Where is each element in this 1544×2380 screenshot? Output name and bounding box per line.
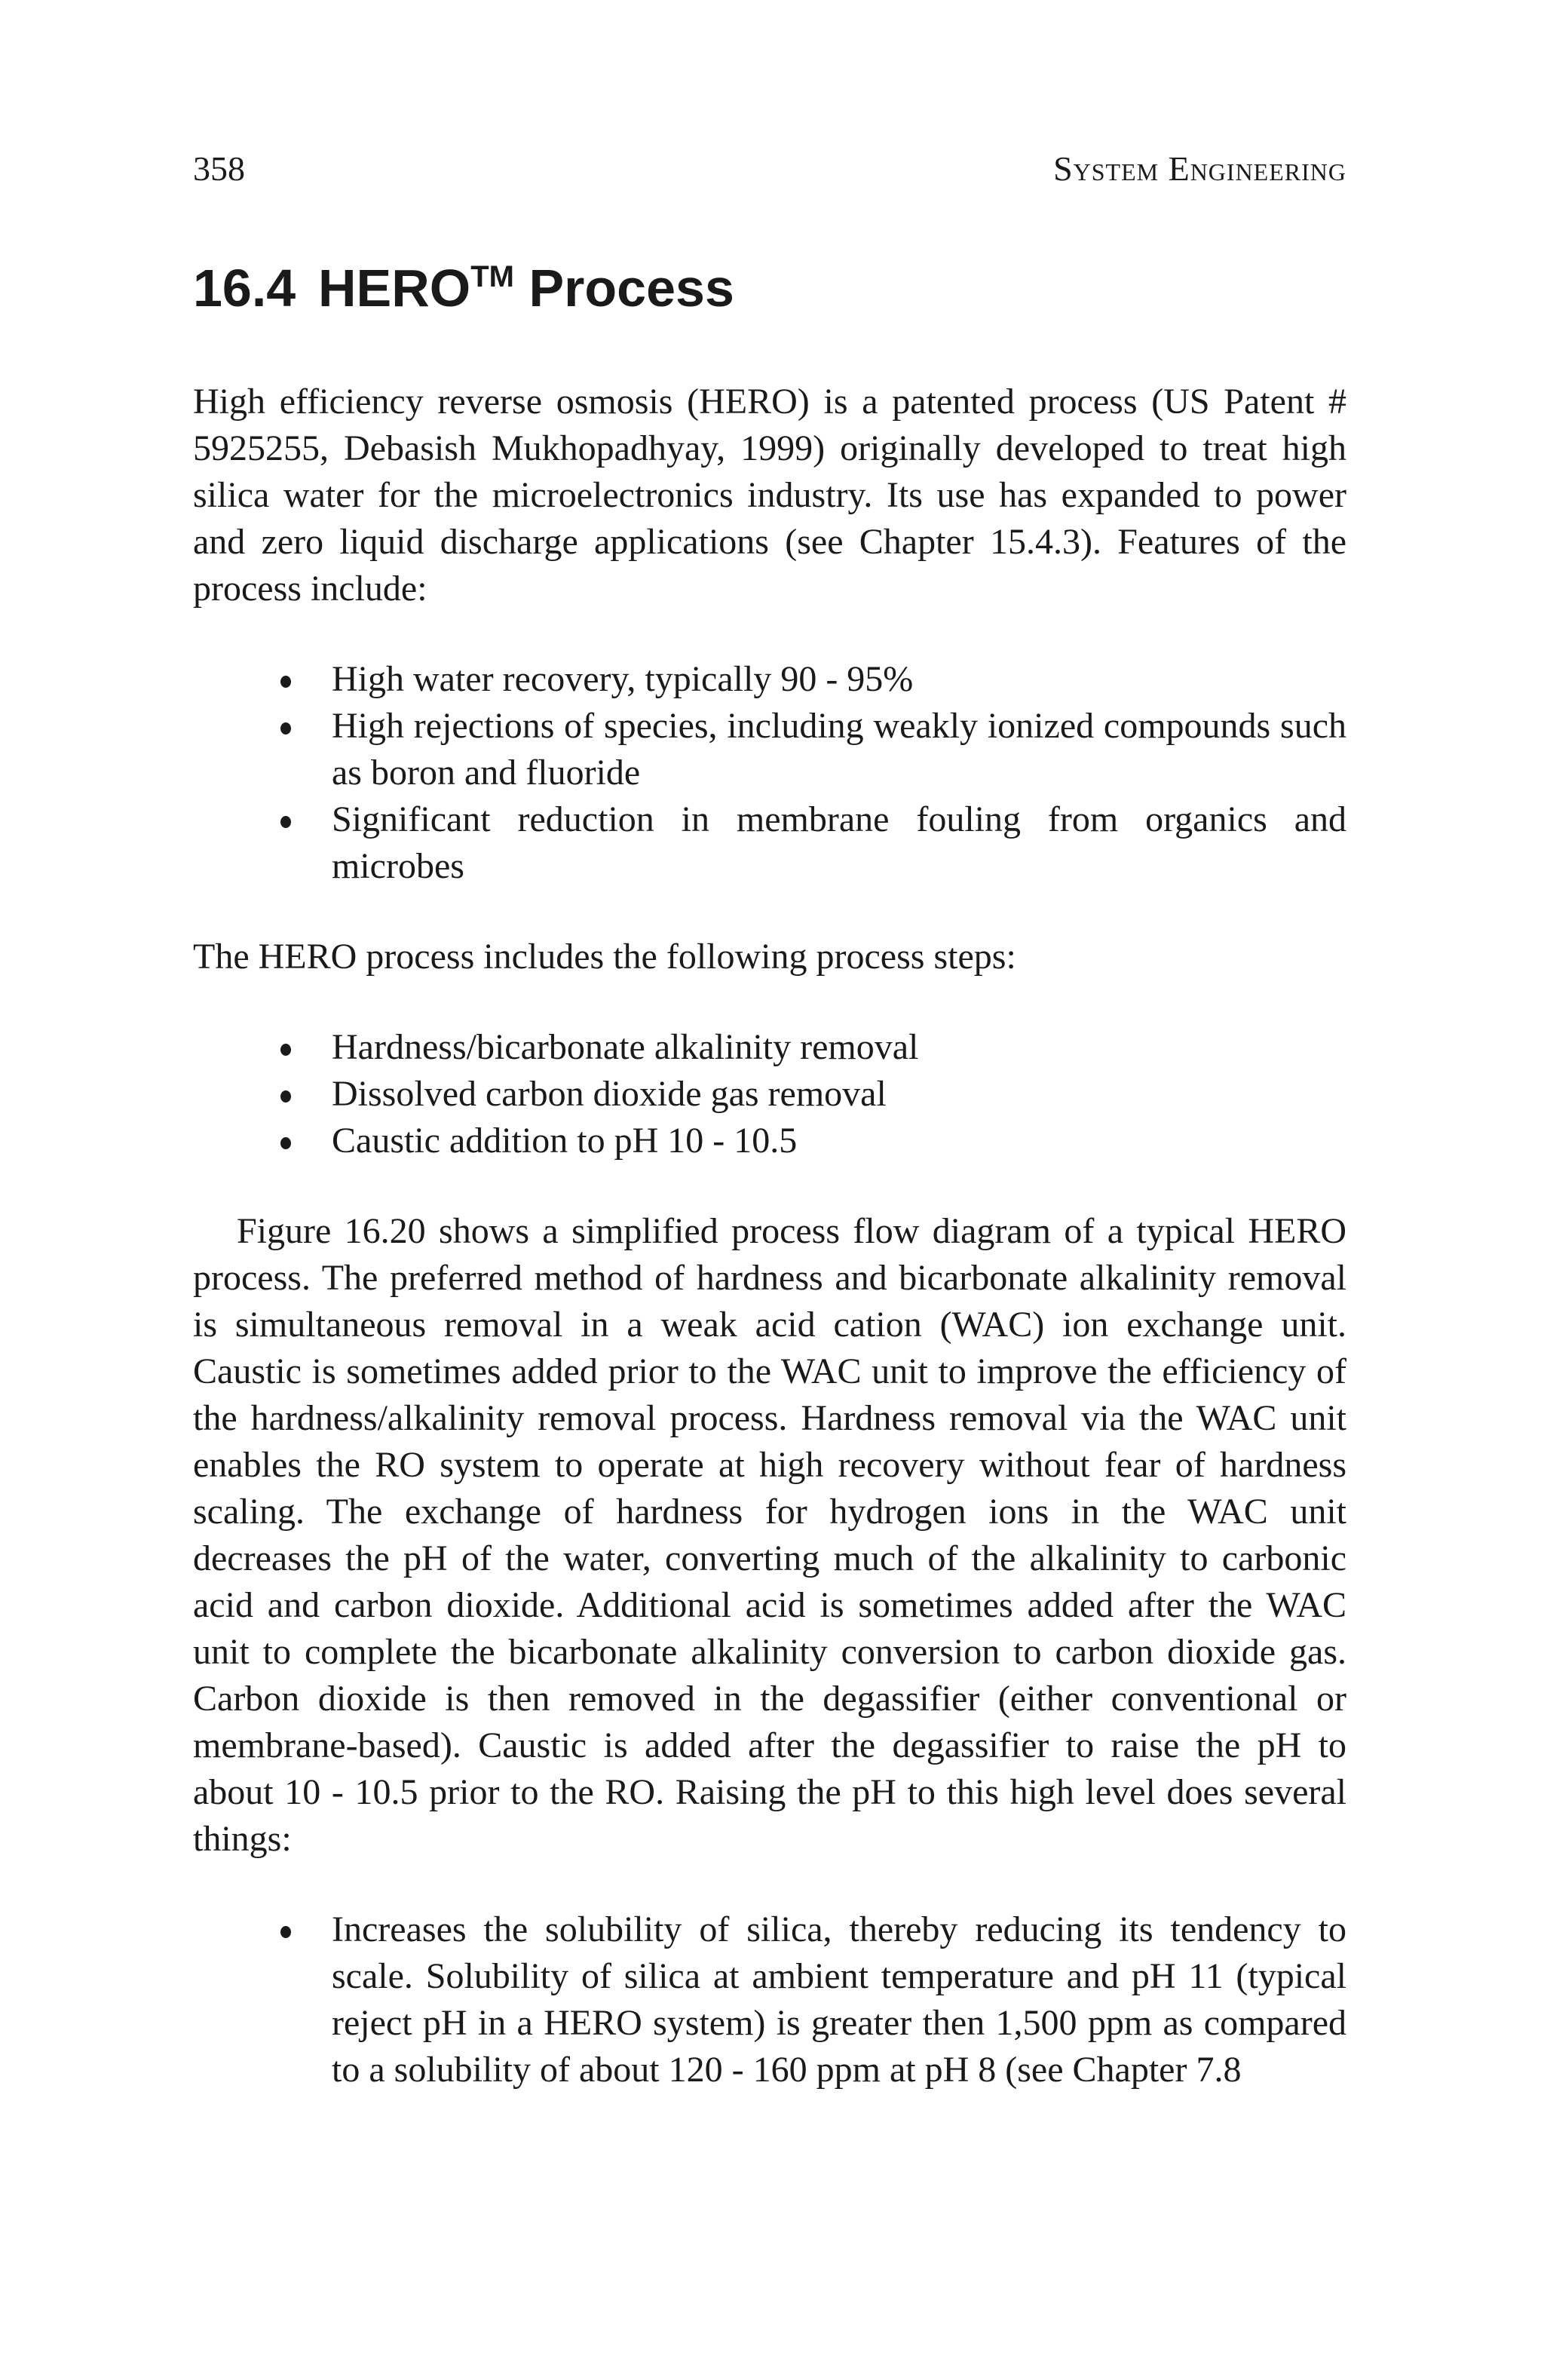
book-page [193,148,1346,2093]
bullet-icon [280,1090,291,1103]
process-steps-list [193,1024,1346,1164]
section-title-suffix: Process [528,259,734,317]
trademark-mark: TM [470,260,515,293]
list-item [259,1906,1346,2093]
bullet-icon [280,1137,291,1149]
bullet-icon [280,1044,291,1056]
list-item-text: Hardness/bicarbonate alkalinity removal [332,1027,919,1067]
list-item-text: Caustic addition to pH 10 - 10.5 [332,1121,798,1161]
steps-intro-paragraph: The HERO process includes the following process steps: [193,937,1016,977]
list-item-text: High water recovery, typically 90 - 95% [332,659,914,699]
bullet-icon [280,722,291,735]
bullet-icon [280,816,291,828]
list-item-text: Significant reduction in membrane fouling from organics and microbes [332,799,1346,886]
section-number: 16.4 [193,259,296,317]
list-item [259,1024,1346,1071]
bullet-icon [280,1926,291,1938]
page-number: 358 [193,149,245,188]
list-item [259,796,1346,890]
intro-paragraph: High efficiency reverse osmosis (HERO) is a patented process (US Patent # 5925255, Debasish Mukhopadhyay, 1999) originally developed to treat high silica water for the microelectronics industry. Its use has expanded to power and zero liquid discharge applications (see Chapter 15.4.3). Features of the process include: [193,382,1346,609]
section-title: HERO [318,259,471,317]
features-list [193,656,1346,890]
running-title: System Engineering [1053,149,1346,188]
ph-effects-list [193,1906,1346,2093]
bullet-icon [280,676,291,688]
list-item [259,656,1346,703]
running-header [193,148,1346,190]
list-item [259,1118,1346,1164]
section-heading [193,256,1346,320]
list-item-text: High rejections of species, including weakly ionized compounds such as boron and fluoride [332,706,1346,793]
list-item-text: Dissolved carbon dioxide gas removal [332,1074,887,1114]
figure-description-paragraph: Figure 16.20 shows a simplified process flow diagram of a typical HERO process. The preferred method of hardness and bicarbonate alkalinity removal is simultaneous removal in a weak acid cation (WAC) ion exchange unit. Caustic is sometimes added prior to the WAC unit to improve the efficiency of the hardness/alkalinity removal process. Hardness removal via the WAC unit enables the RO system to operate at high recovery without fear of hardness scaling. The exchange of hardness for hydrogen ions in the WAC unit decreases the pH of the water, converting much of the alkalinity to carbonic acid and carbon dioxide. Additional acid is sometimes added after the WAC unit to complete the bicarbonate alkalinity conversion to carbon dioxide gas. Carbon dioxide is then removed in the degassifier (either conventional or membrane-based). Caustic is added after the degassifier to raise the pH to about 10 - 10.5 prior to the RO. Raising the pH to this high level does several things: [193,1211,1346,1859]
list-item [259,1071,1346,1118]
list-item-text: Increases the solubility of silica, thereby reducing its tendency to scale. Solubility of silica at ambient temperature and pH 11 (typical reject pH in a HERO system) is greater then 1,500 ppm as compared to a solubility of about 120 - 160 ppm at pH 8 (see Chapter 7.8 [332,1909,1346,2090]
list-item [259,703,1346,796]
